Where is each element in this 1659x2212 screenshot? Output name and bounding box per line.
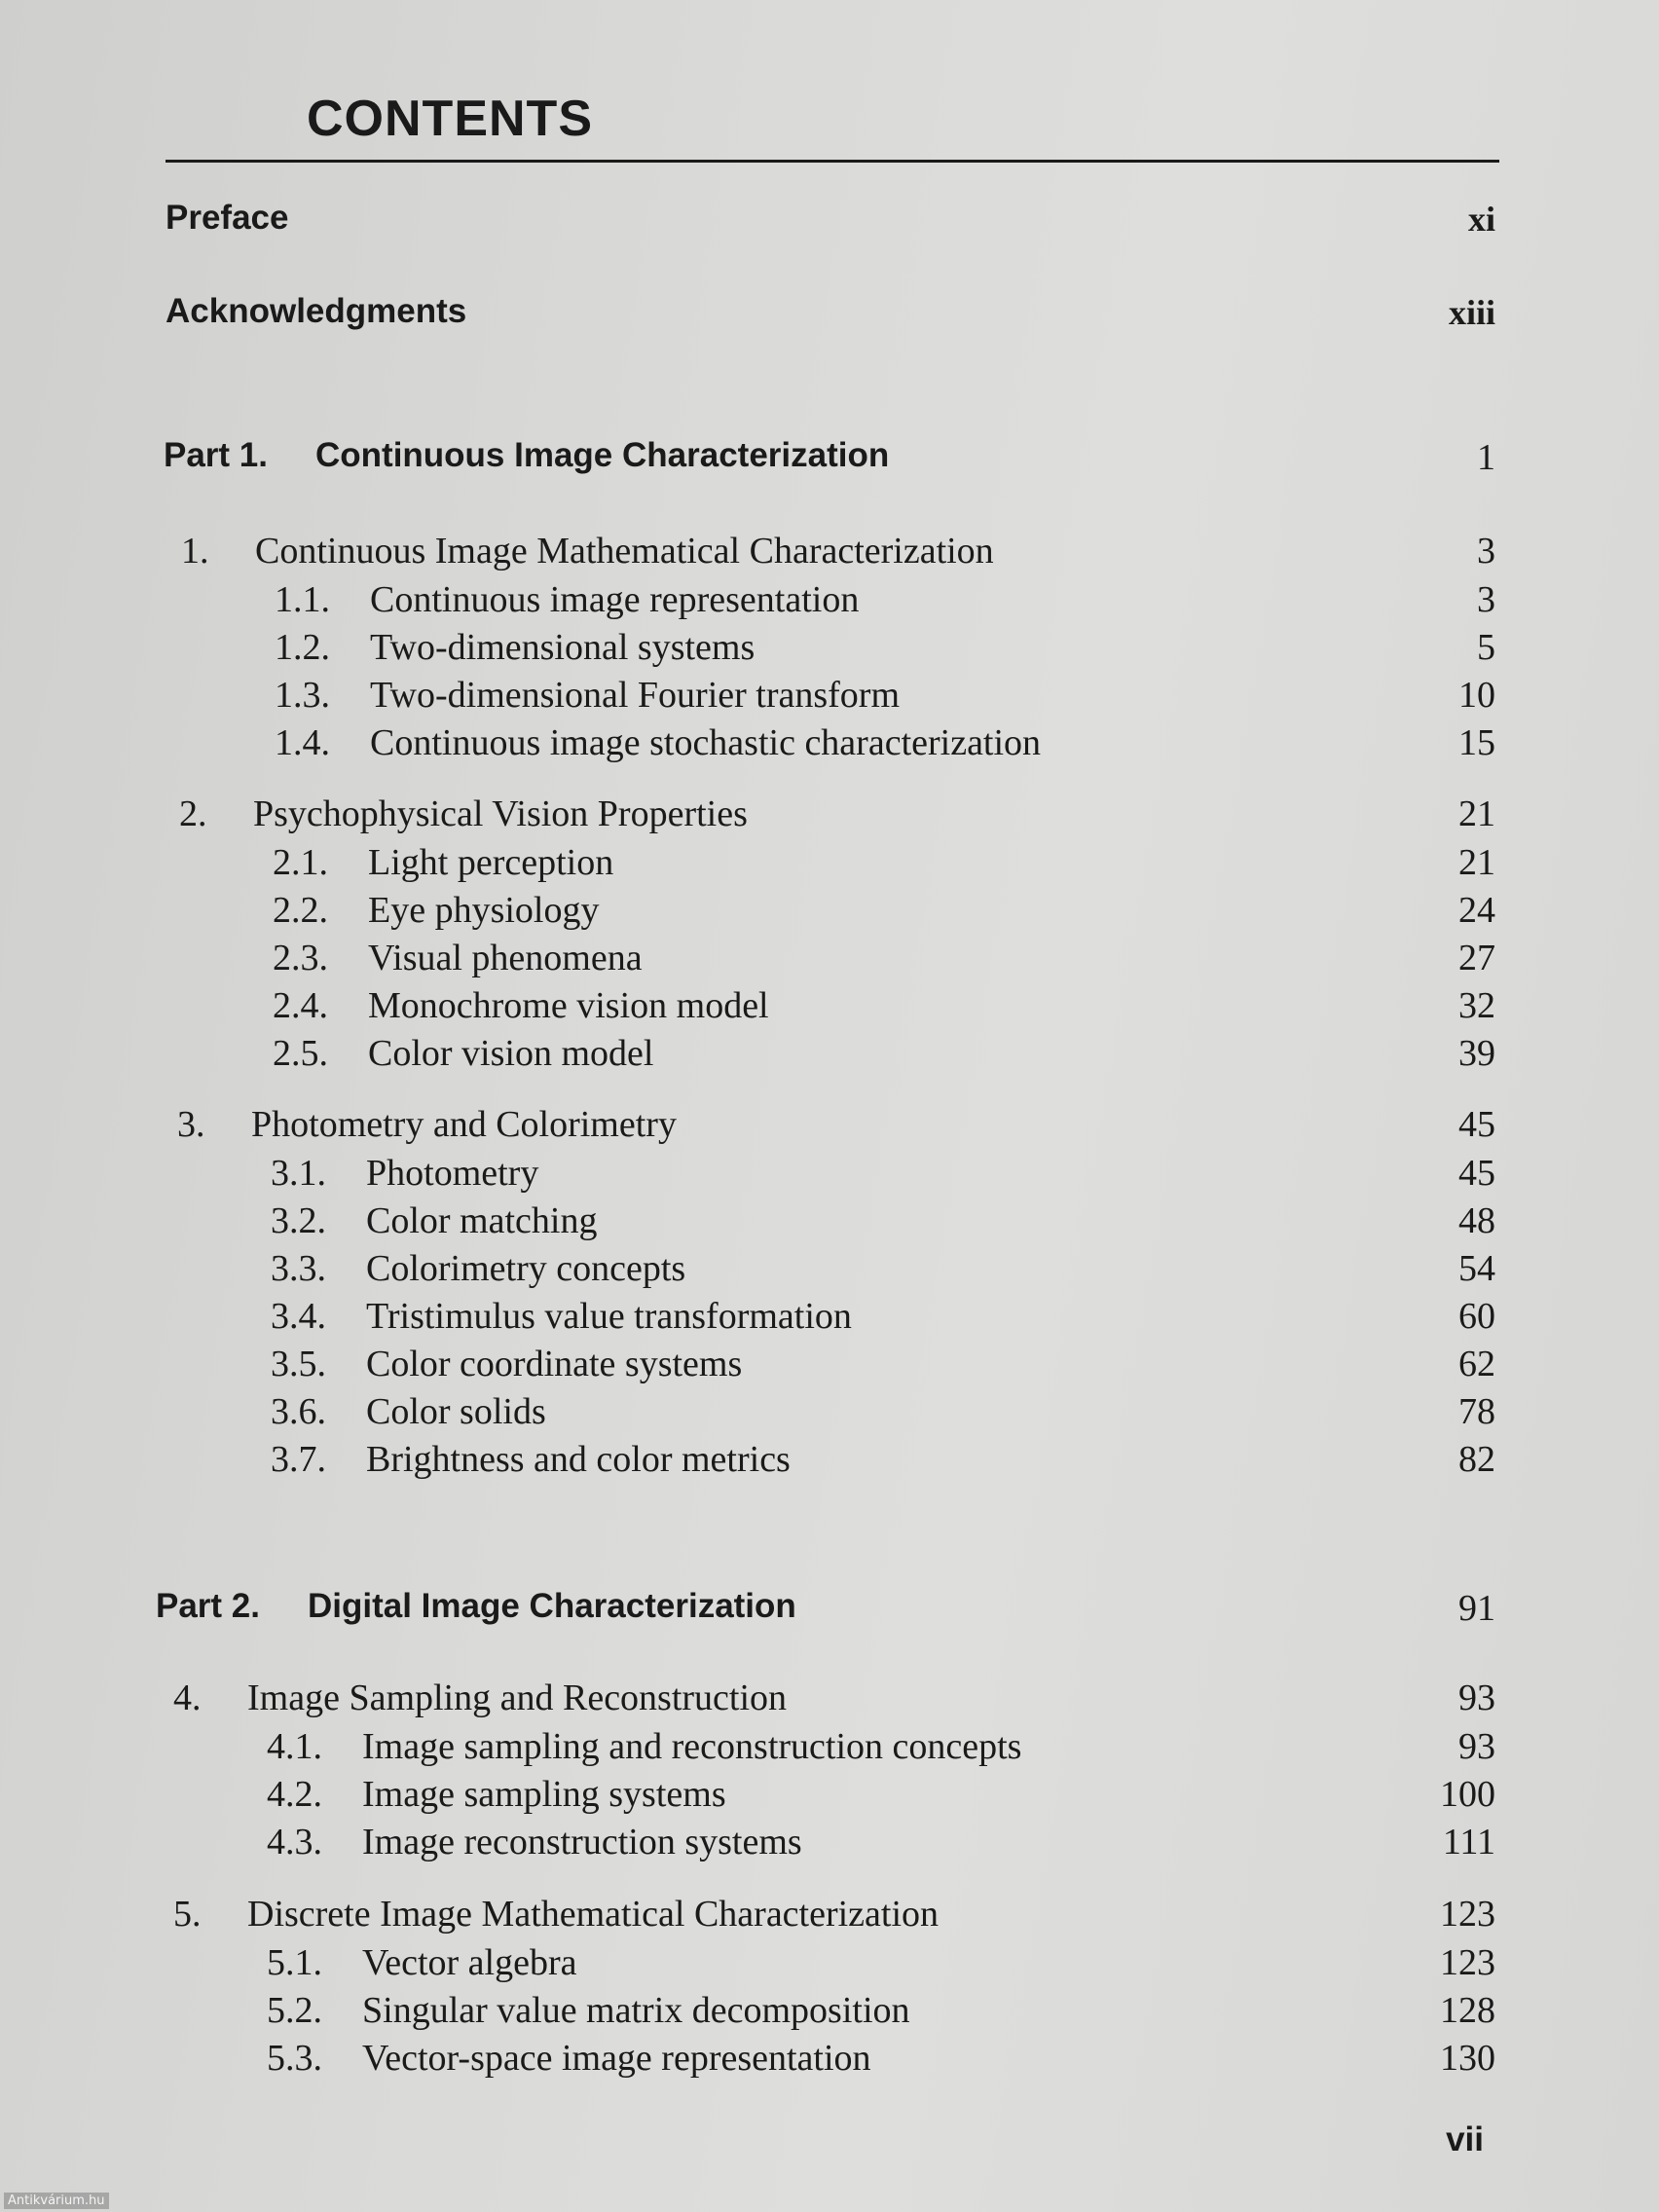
section-page: 21 (1458, 842, 1495, 883)
toc-section (0, 626, 1659, 675)
watermark: Antikvárium.hu (4, 2193, 109, 2209)
preface-page: xi (1467, 200, 1495, 239)
section-number: 5.1. (267, 1942, 322, 1983)
section-number: 1.1. (275, 579, 330, 620)
chapter-page: 3 (1477, 531, 1495, 571)
page-number: vii (1446, 2120, 1484, 2158)
section-number: 3.6. (271, 1391, 326, 1432)
section-title: Two-dimensional Fourier transform (370, 675, 901, 716)
toc-section (0, 674, 1659, 722)
toc-section (0, 1941, 1659, 1990)
toc-entry-acknowledgments (0, 292, 1659, 341)
chapter-title: Photometry and Colorimetry (251, 1104, 677, 1145)
section-number: 4.3. (267, 1822, 322, 1862)
section-title: Two-dimensional systems (370, 627, 756, 668)
section-page: 27 (1458, 938, 1495, 978)
toc-section (0, 1773, 1659, 1822)
part-2-title: Digital Image Characterization (308, 1587, 796, 1625)
toc-section (0, 1295, 1659, 1344)
toc-section (0, 937, 1659, 985)
section-number: 3.3. (271, 1248, 326, 1289)
chapter-number: 3. (177, 1104, 205, 1145)
toc-section (0, 841, 1659, 890)
section-title: Eye physiology (368, 890, 600, 931)
section-page: 24 (1458, 890, 1495, 931)
section-page: 45 (1458, 1153, 1495, 1194)
section-title: Image sampling systems (362, 1774, 726, 1815)
section-number: 3.5. (271, 1344, 326, 1384)
section-page: 10 (1458, 675, 1495, 716)
part-2-label: Part 2. (156, 1587, 260, 1625)
section-title: Colorimetry concepts (366, 1248, 686, 1289)
toc-chapter-2 (0, 793, 1659, 841)
page-title: CONTENTS (307, 91, 593, 147)
section-title: Vector algebra (362, 1942, 577, 1983)
section-title: Light perception (368, 842, 614, 883)
toc-section (0, 1152, 1659, 1200)
section-page: 62 (1458, 1344, 1495, 1384)
toc-section (0, 578, 1659, 627)
section-title: Color solids (366, 1391, 546, 1432)
section-number: 3.2. (271, 1200, 326, 1241)
section-number: 3.4. (271, 1296, 326, 1337)
toc-section (0, 1390, 1659, 1439)
toc-chapter-5 (0, 1893, 1659, 1941)
chapter-title: Psychophysical Vision Properties (253, 793, 748, 834)
section-page: 78 (1458, 1391, 1495, 1432)
section-page: 39 (1458, 1033, 1495, 1074)
section-number: 2.2. (273, 890, 328, 931)
section-number: 4.2. (267, 1774, 322, 1815)
section-title: Color coordinate systems (366, 1344, 743, 1384)
section-page: 5 (1477, 627, 1495, 668)
section-number: 1.3. (275, 675, 330, 716)
toc-section (0, 1343, 1659, 1391)
section-title: Continuous image stochastic characterization (370, 722, 1042, 763)
chapter-title: Continuous Image Mathematical Characterization (255, 531, 994, 571)
toc-part-2 (0, 1587, 1659, 1636)
preface-label: Preface (166, 199, 289, 237)
section-number: 5.2. (267, 1990, 322, 2031)
section-title: Singular value matrix decomposition (362, 1990, 910, 2031)
chapter-page: 123 (1440, 1894, 1495, 1935)
section-number: 2.3. (273, 938, 328, 978)
chapter-number: 4. (173, 1677, 202, 1718)
section-page: 32 (1458, 985, 1495, 1026)
section-number: 1.2. (275, 627, 330, 668)
toc-part-1 (0, 436, 1659, 485)
section-title: Monochrome vision model (368, 985, 769, 1026)
section-number: 3.1. (271, 1153, 326, 1194)
section-page: 93 (1458, 1726, 1495, 1767)
toc-entry-preface (0, 199, 1659, 247)
acknowledgments-page: xiii (1448, 293, 1495, 332)
chapter-page: 21 (1458, 793, 1495, 834)
toc-chapter-3 (0, 1103, 1659, 1152)
section-number: 2.5. (273, 1033, 328, 1074)
part-1-title: Continuous Image Characterization (315, 436, 890, 474)
part-1-label: Part 1. (164, 436, 268, 474)
section-title: Photometry (366, 1153, 539, 1194)
toc-section (0, 1725, 1659, 1774)
section-title: Vector-space image representation (362, 2038, 871, 2079)
chapter-number: 5. (173, 1894, 202, 1935)
section-title: Visual phenomena (368, 938, 643, 978)
section-page: 111 (1442, 1822, 1495, 1862)
chapter-number: 2. (179, 793, 207, 834)
toc-section (0, 1438, 1659, 1487)
section-page: 123 (1440, 1942, 1495, 1983)
section-title: Tristimulus value transformation (366, 1296, 852, 1337)
chapter-page: 93 (1458, 1677, 1495, 1718)
section-title: Brightness and color metrics (366, 1439, 791, 1480)
section-page: 128 (1440, 1990, 1495, 2031)
section-number: 2.4. (273, 985, 328, 1026)
toc-section (0, 1032, 1659, 1081)
section-title: Image sampling and reconstruction concepts (362, 1726, 1022, 1767)
chapter-page: 45 (1458, 1104, 1495, 1145)
chapter-title: Image Sampling and Reconstruction (247, 1677, 788, 1718)
part-1-page: 1 (1477, 437, 1495, 478)
section-page: 100 (1440, 1774, 1495, 1815)
section-title: Color matching (366, 1200, 598, 1241)
section-number: 2.1. (273, 842, 328, 883)
toc-chapter-4 (0, 1677, 1659, 1725)
section-page: 48 (1458, 1200, 1495, 1241)
toc-section (0, 2037, 1659, 2085)
section-page: 130 (1440, 2038, 1495, 2079)
acknowledgments-label: Acknowledgments (166, 292, 467, 330)
toc-section (0, 721, 1659, 770)
section-page: 3 (1477, 579, 1495, 620)
section-page: 15 (1458, 722, 1495, 763)
section-number: 1.4. (275, 722, 330, 763)
section-number: 3.7. (271, 1439, 326, 1480)
section-title: Color vision model (368, 1033, 654, 1074)
toc-section (0, 1247, 1659, 1296)
toc-section (0, 1989, 1659, 2038)
toc-section (0, 1199, 1659, 1248)
title-rule (166, 160, 1499, 163)
section-page: 54 (1458, 1248, 1495, 1289)
section-title: Image reconstruction systems (362, 1822, 802, 1862)
section-number: 4.1. (267, 1726, 322, 1767)
section-page: 82 (1458, 1439, 1495, 1480)
toc-section (0, 1821, 1659, 1869)
section-page: 60 (1458, 1296, 1495, 1337)
chapter-title: Discrete Image Mathematical Characterization (247, 1894, 940, 1935)
page-folio-row (0, 2120, 1659, 2169)
toc-section (0, 984, 1659, 1033)
toc-section (0, 889, 1659, 938)
section-title: Continuous image representation (370, 579, 860, 620)
section-number: 5.3. (267, 2038, 322, 2079)
chapter-number: 1. (181, 531, 209, 571)
toc-chapter-1 (0, 530, 1659, 578)
part-2-page: 91 (1458, 1588, 1495, 1629)
